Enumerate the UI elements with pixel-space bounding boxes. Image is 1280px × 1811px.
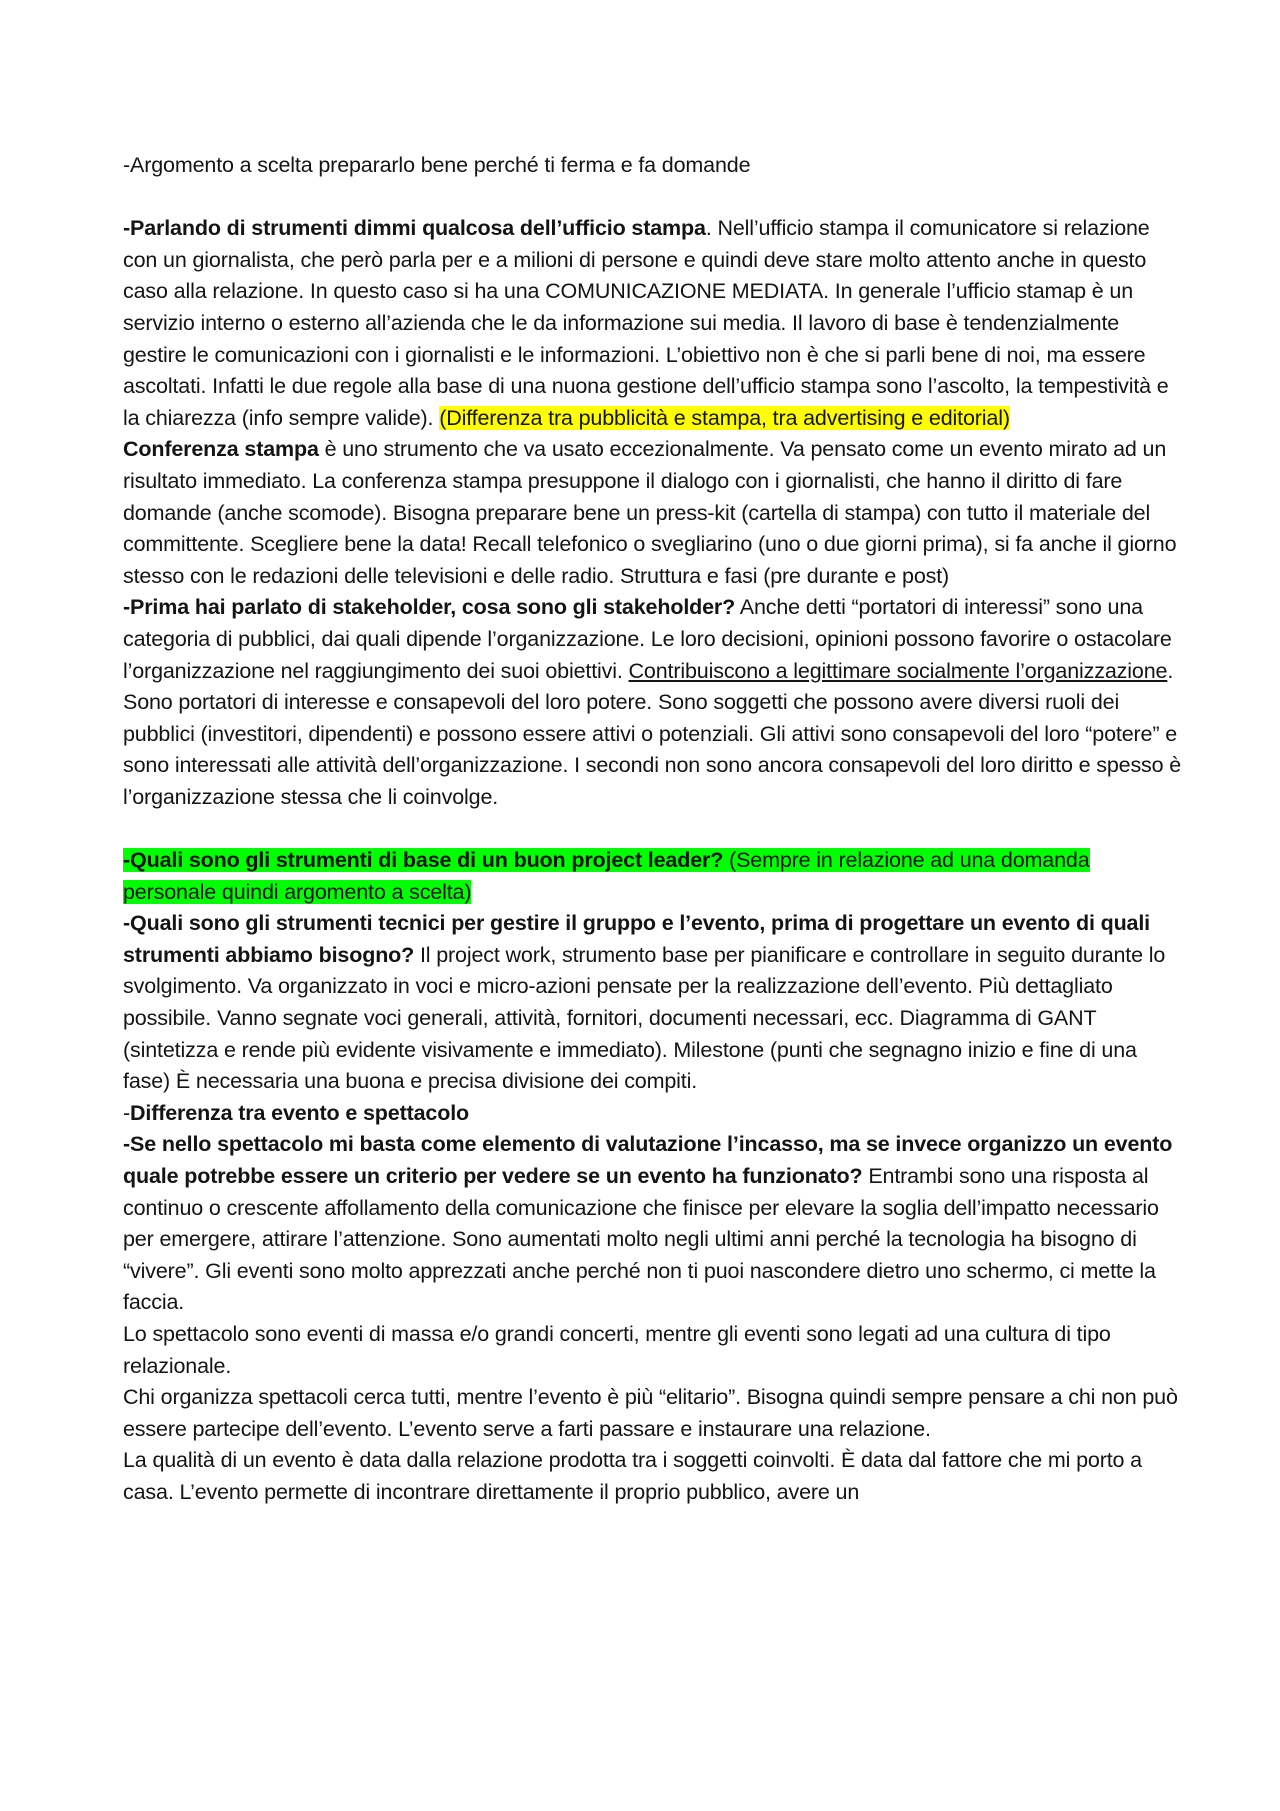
stakeholder-answer-part1: Anche detti “portatori di interessi” sono una categoria di pubblici, dai quali dipende l’organizzazione. Le loro decisioni, opinioni possono favorire o ostacolare l’organizzazione nel raggiungimento dei suoi obiettivi. — [123, 595, 1172, 683]
ufficio-stampa-answer: . Nell’ufficio stampa il comunicatore si relazione con un giornalista, che però parla per e a milioni di persone e quindi deve stare molto attento anche in questo caso alla relazione. In questo caso si ha una COMUNICAZIONE MEDIATA. In generale l’ufficio stamap è un servizio interno o esterno all’azienda che le da informazione sui media. Il lavoro di base è tendenzialmente gestire le comunicazioni con i giornalisti e le informazioni. L’obiettivo non è che si parli bene di noi, ma essere ascoltati. Infatti le due regole alla base di una nuona gestione dell’ufficio stampa sono l’ascolto, la tempestività e la chiarezza (info sempre valide). — [123, 216, 1169, 430]
strumenti-tecnici-question: -Quali sono gli strumenti tecnici per gestire il gruppo e l’evento, prima di progettare un evento di quali strumenti abbiamo bisogno? — [123, 911, 1151, 967]
spettacolo-paragraph: Lo spettacolo sono eventi di massa e/o grandi concerti, mentre gli eventi sono legati ad una cultura di tipo relazionale. — [123, 1321, 1111, 1378]
differenza-question: Differenza tra evento e spettacolo — [130, 1100, 470, 1125]
project-leader-question: -Quali sono gli strumenti di base di un buon project leader? — [123, 848, 724, 873]
document-page — [123, 150, 1185, 1509]
paragraph-gap — [123, 813, 1185, 845]
valutazione-question: -Se nello spettacolo mi basta come elemento di valutazione l’incasso, ma se invece organizzo un evento quale potrebbe essere un criterio per vedere se un evento ha funzionato? — [123, 1132, 1173, 1188]
valutazione-answer: Entrambi sono una risposta al continuo o crescente affollamento della comunicazione che finisce per elevare la soglia dell’impatto necessario per emergere, attirare l’attenzione. Sono aumentati molto negli ultimi anni perché la tecnologia ha bisogno di “vivere”. Gli eventi sono molto apprezzati anche perché non ti puoi nascondere dietro uno schermo, ci mette la faccia. — [123, 1164, 1159, 1315]
differenza-prefix: - — [123, 1100, 131, 1125]
strumenti-tecnici-paragraph — [123, 908, 1185, 1098]
highlight-yellow-note: (Differenza tra pubblicità e stampa, tra advertising e editorial) — [439, 405, 1010, 430]
project-leader-note: (Sempre in relazione ad una domanda personale quindi argomento a scelta) — [123, 848, 1090, 904]
valutazione-paragraph — [123, 1129, 1185, 1319]
conferenza-stampa-paragraph — [123, 434, 1185, 592]
stakeholder-paragraph — [123, 592, 1185, 813]
ufficio-stampa-paragraph — [123, 213, 1185, 434]
stakeholder-underlined-text: Contribuiscono a legittimare socialmente l’organizzazione — [628, 658, 1168, 683]
stakeholder-question: -Prima hai parlato di stakeholder, cosa sono gli stakeholder? — [123, 595, 736, 620]
paragraph-gap — [123, 182, 1185, 214]
conferenza-stampa-answer: è uno strumento che va usato eccezionalmente. Va pensato come un evento mirato ad un risultato immediato. La conferenza stampa presuppone il dialogo con i giornalisti, che hanno il diritto di fare domande (anche scomode). Bisogna preparare bene un press-kit (cartella di stampa) con tutto il materiale del committente. Scegliere bene la data! Recall telefonico o svegliarino (uno o due giorni prima), si fa anche il giorno stesso con le redazioni delle televisioni e delle radio. Struttura e fasi (pre durante e post) — [123, 437, 1177, 588]
stakeholder-answer-part2: . Sono portatori di interesse e consapevoli del loro potere. Sono soggetti che possono avere diversi ruoli dei pubblici (investitori, dipendenti) e possono essere attivi o potenziali. Gli attivi sono consapevoli del loro “potere” e sono interessati alle attività dell’organizzazione. I secondi non sono ancora consapevoli del loro diritto e spesso è l’organizzazione stessa che li coinvolge. — [123, 658, 1182, 809]
project-leader-paragraph — [123, 845, 1185, 908]
ufficio-stampa-question: -Parlando di strumenti dimmi qualcosa dell’ufficio stampa — [123, 216, 706, 241]
differenza-paragraph — [123, 1098, 1185, 1130]
qualita-paragraph: La qualità di un evento è data dalla relazione prodotta tra i soggetti coinvolti. È data dal fattore che mi porto a casa. L’evento permette di incontrare direttamente il proprio pubblico, avere un — [123, 1448, 1142, 1504]
intro-paragraph: -Argomento a scelta prepararlo bene perché ti ferma e fa domande — [123, 153, 751, 177]
strumenti-tecnici-answer: Il project work, strumento base per pianificare e controllare in seguito durante lo svolgimento. Va organizzato in voci e micro-azioni pensate per la realizzazione dell’evento. Più dettagliato possibile. Vanno segnate voci generali, attività, fornitori, documenti necessari, ecc. Diagramma di GANT (sintetizza e rende più evidente visivamente e immediato). Milestone (punti che segnagno inizio e fine di una fase) È necessaria una buona e precisa divisione dei compiti. — [123, 942, 1166, 1094]
organizza-paragraph: Chi organizza spettacoli cerca tutti, mentre l’evento è più “elitario”. Bisogna quindi sempre pensare a chi non può essere partecipe dell’evento. L’evento serve a farti passare e instaurare una relazione. — [123, 1385, 1178, 1441]
conferenza-stampa-term: Conferenza stampa — [123, 437, 319, 462]
highlight-green-block — [123, 848, 1090, 904]
